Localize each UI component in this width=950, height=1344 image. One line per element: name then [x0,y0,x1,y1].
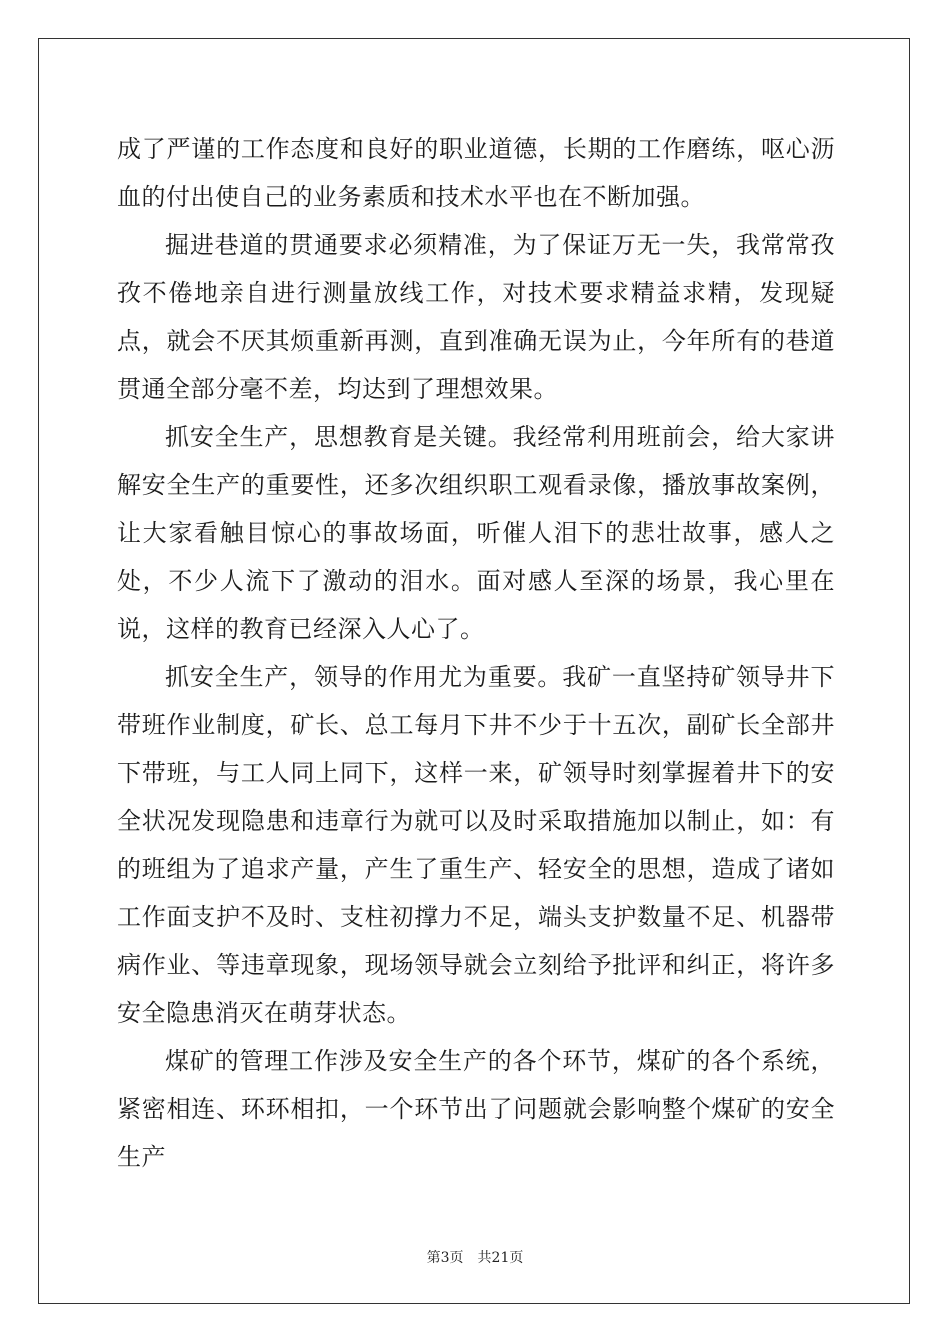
paragraph-2: 掘进巷道的贯通要求必须精准，为了保证万无一失，我常常孜孜不倦地亲自进行测量放线工作，对技术要求精益求精，发现疑点，就会不厌其烦重新再测，直到准确无误为止，今年所有的巷道贯通全部分毫不差，均达到了理想效果。 [117,231,835,403]
document-body [117,125,835,1181]
paragraph-5: 煤矿的管理工作涉及安全生产的各个环节，煤矿的各个系统，紧密相连、环环相扣，一个环节出了问题就会影响整个煤矿的安全生产 [117,1047,835,1171]
paragraph-4: 抓安全生产，领导的作用尤为重要。我矿一直坚持矿领导井下带班作业制度，矿长、总工每月下井不少于十五次，副矿长全部井下带班，与工人同上同下，这样一来，矿领导时刻掌握着井下的安全状况发现隐患和违章行为就可以及时采取措施加以制止，如：有的班组为了追求产量，产生了重生产、轻安全的思想，造成了诸如工作面支护不及时、支柱初撑力不足，端头支护数量不足、机器带病作业、等违章现象，现场领导就会立刻给予批评和纠正，将许多安全隐患消灭在萌芽状态。 [117,663,835,1027]
page-footer [0,1248,950,1268]
page-number: 第3页 [426,1250,464,1266]
paragraph-1: 成了严谨的工作态度和良好的职业道德，长期的工作磨练，呕心沥血的付出使自己的业务素质和技术水平也在不断加强。 [117,135,835,211]
paragraph-3: 抓安全生产，思想教育是关键。我经常利用班前会，给大家讲解安全生产的重要性，还多次组织职工观看录像，播放事故案例，让大家看触目惊心的事故场面，听催人泪下的悲壮故事，感人之处，不少人流下了激动的泪水。面对感人至深的场景，我心里在说，这样的教育已经深入人心了。 [117,423,835,643]
total-pages: 共21页 [477,1250,524,1266]
